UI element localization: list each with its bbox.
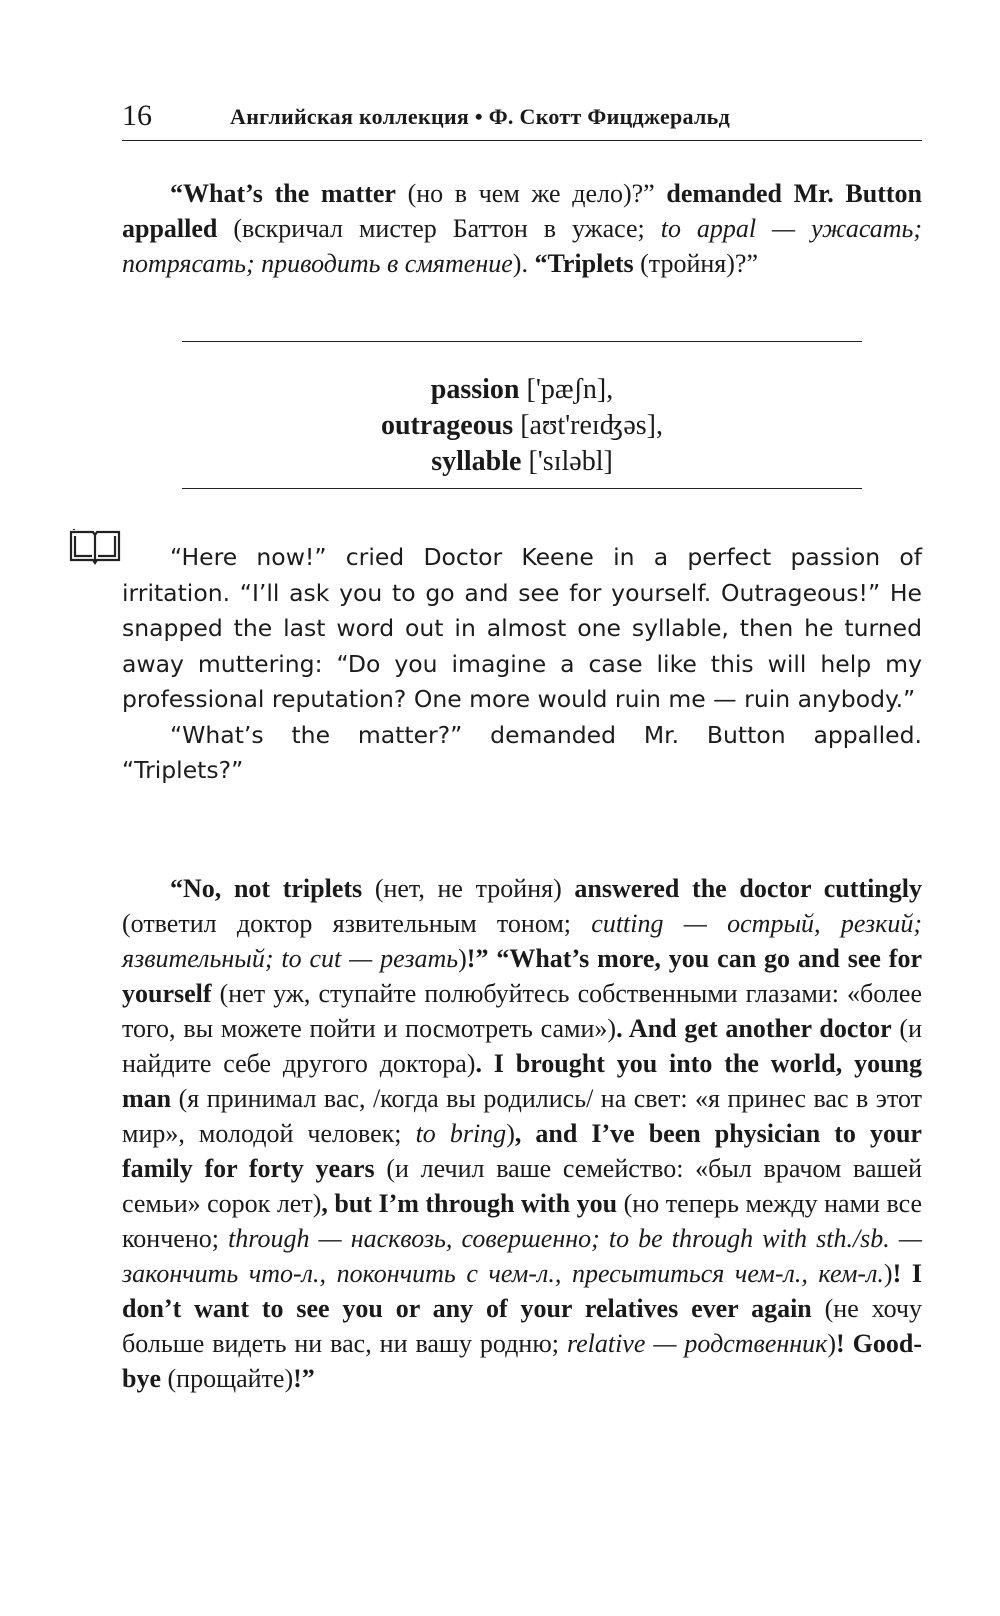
phrase: , and I’ve been physician to your family for forty years — [122, 1119, 922, 1183]
phrase: , but I’m through with you — [321, 1189, 618, 1218]
vocabulary-box — [122, 372, 922, 480]
gloss: (нет, не тройня) — [362, 874, 575, 903]
vocab-row — [122, 372, 922, 408]
phrase: “Triplets — [534, 249, 634, 278]
gloss: (я принимал вас, /когда вы родились/ на свет: «я принес вас в этот мир», молодой человек; — [122, 1084, 922, 1148]
original-paragraph — [122, 540, 922, 718]
gloss-italic: to bring — [415, 1119, 507, 1148]
phrase: !” “What’s more, you can go and see for yourself — [122, 944, 923, 1008]
gloss: (но в чем же дело)?” — [395, 179, 667, 208]
open-book-icon — [68, 528, 122, 566]
gloss: (но теперь между нами все кончено; — [122, 1189, 922, 1253]
phrase: “What’s the matter — [170, 179, 396, 208]
gloss: (прощайте) — [161, 1364, 294, 1393]
phrase: ! I don’t want to see you or any of your relatives ever again — [122, 1259, 922, 1323]
phrase: answered the doctor cuttingly — [574, 874, 922, 903]
gloss: (ответил доктор язвительным тоном; — [122, 909, 592, 938]
annotated-passage-2 — [122, 871, 922, 1396]
gloss: ) — [458, 944, 467, 973]
divider-bottom — [182, 488, 862, 489]
transcription: [aʊt'reɪʤəs], — [513, 410, 663, 441]
gloss-italic: cutting — острый, резкий; язвительный; to cut — резать — [122, 909, 922, 973]
transcription: ['pæʃn], — [519, 374, 614, 405]
original-text — [122, 540, 922, 789]
gloss: (тройня)?” — [633, 249, 759, 278]
page-number: 16 — [122, 99, 152, 132]
gloss: (не хочу больше видеть ни вас, ни вашу родню; — [122, 1294, 922, 1358]
phrase: demanded Mr. Button appalled — [122, 179, 922, 243]
divider-top — [182, 341, 862, 342]
gloss: (вскричал мистер Баттон в ужасе; — [217, 214, 661, 243]
gloss: ) — [827, 1329, 837, 1358]
gloss-italic: relative — родственник — [566, 1329, 828, 1358]
gloss: ) — [506, 1119, 515, 1148]
gloss: ). — [512, 249, 535, 278]
original-paragraph-text: “What’s the matter?” demanded Mr. Button appalled. “Triplets?” — [122, 720, 922, 784]
phrase: . I brought you into the world, young man — [122, 1049, 923, 1113]
gloss-italic: to appal — ужасать; потрясать; приводить в смятение — [122, 214, 922, 278]
phrase: . And get another doctor — [616, 1014, 892, 1043]
gloss: (и лечил ваше семейство: «был врачом вашей семьи» сорок лет) — [122, 1154, 923, 1218]
gloss: (нет уж, ступайте полюбуйтесь собственными глазами: «более того, вы можете пойти и посмотреть сами») — [122, 979, 922, 1043]
original-paragraph-text: “Here now!” cried Doctor Keene in a perfect passion of irritation. “I’ll ask you to go and see for yourself. Outrageous!” He snapped the last word out in almost one syllable, then he turned away muttering: “Do you imagine a case like this will help my professional reputation? One more would ruin me — ruin anybody.” — [122, 543, 922, 713]
gloss: ) — [883, 1259, 893, 1288]
annotated-passage-1 — [122, 176, 922, 281]
vocab-word: passion — [430, 374, 520, 405]
gloss-italic: through — насквозь, совершенно; to be through with sth./sb. — закончить что-л., покончить с чем-л., пресытиться чем-л., кем-л. — [122, 1224, 922, 1288]
running-title: Английская коллекция • Ф. Скотт Фицджеральд — [230, 104, 731, 129]
transcription: ['sɪləbl] — [521, 446, 613, 477]
vocab-word: outrageous — [380, 410, 514, 441]
phrase: “No, not triplets — [170, 874, 363, 903]
running-header — [122, 96, 922, 141]
phrase: ! Good-bye — [122, 1329, 922, 1393]
original-paragraph — [122, 718, 922, 789]
vocab-row — [122, 408, 922, 444]
vocab-word: syllable — [431, 446, 522, 477]
gloss: (и найдите себе другого доктора) — [122, 1014, 922, 1078]
vocab-row — [122, 444, 922, 480]
phrase: !” — [293, 1364, 315, 1393]
